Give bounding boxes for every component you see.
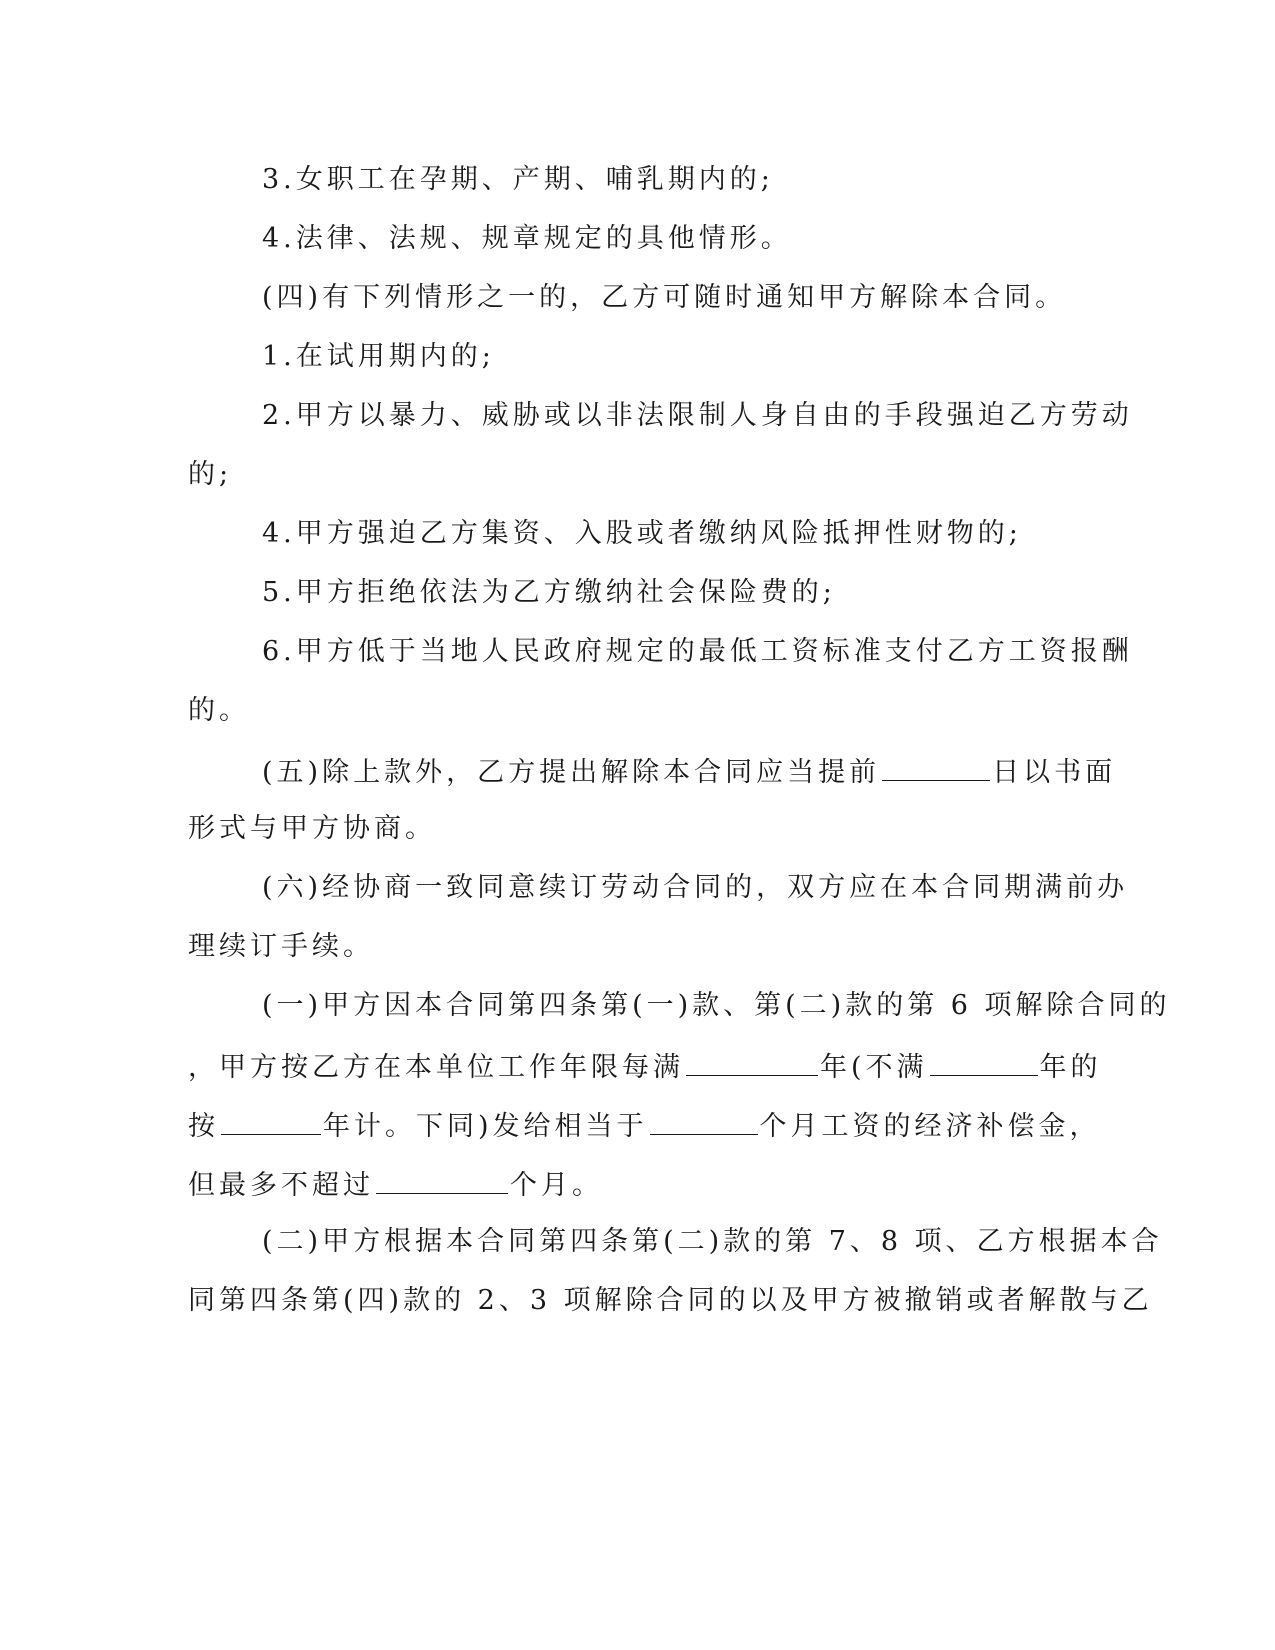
text-segment: 但最多不超过	[188, 1170, 374, 1201]
fill-in-blank[interactable]	[882, 750, 990, 781]
section-line-continued: 形式与甲方协商。	[188, 813, 436, 844]
clause-line-continued: 的。	[188, 695, 250, 726]
section-line: (二)甲方根据本合同第四条第(二)款的第 7、8 项、乙方根据本合	[262, 1226, 1163, 1257]
fill-in-blank[interactable]	[686, 1045, 818, 1076]
clause-line: 6.甲方低于当地人民政府规定的最低工资标准支付乙方工资报酬	[262, 636, 1133, 667]
text-segment: 年(不满	[820, 1052, 928, 1083]
clause-line: 5.甲方拒绝依法为乙方缴纳社会保险费的;	[262, 577, 836, 608]
text-segment: 年计。下同)发给相当于	[323, 1111, 648, 1142]
text-segment: (五)除上款外，乙方提出解除本合同应当提前	[262, 757, 881, 788]
clause-line: 4.法律、法规、规章规定的具他情形。	[262, 223, 792, 254]
text-segment: 按	[188, 1111, 219, 1142]
section-line-continued	[188, 1045, 1102, 1085]
clause-line: 3.女职工在孕期、产期、哺乳期内的;	[262, 164, 774, 195]
fill-in-blank[interactable]	[221, 1104, 321, 1135]
section-line-continued	[188, 1104, 1101, 1144]
text-segment: 个月工资的经济补偿金，	[759, 1111, 1101, 1142]
text-segment: 日以书面	[992, 757, 1117, 788]
fill-in-blank[interactable]	[376, 1163, 508, 1194]
section-line: (一)甲方因本合同第四条第(一)款、第(二)款的第 6 项解除合同的	[262, 990, 1171, 1021]
text-segment: ，甲方按乙方在本单位工作年限每满	[188, 1052, 684, 1083]
section-line: (六)经协商一致同意续订劳动合同的，双方应在本合同期满前办	[262, 872, 1129, 903]
section-line-continued: 同第四条第(四)款的 2、3 项解除合同的以及甲方被撤销或者解散与乙	[188, 1285, 1153, 1316]
fill-in-blank[interactable]	[930, 1045, 1038, 1076]
section-line	[262, 750, 1116, 790]
clause-line: 2.甲方以暴力、威胁或以非法限制人身自由的手段强迫乙方劳动	[262, 400, 1133, 431]
fill-in-blank[interactable]	[650, 1104, 758, 1135]
clause-line-continued: 的;	[188, 459, 233, 490]
section-line-continued	[188, 1163, 603, 1203]
text-segment: 个月。	[510, 1170, 603, 1201]
section-heading: (四)有下列情形之一的，乙方可随时通知甲方解除本合同。	[262, 282, 1067, 313]
clause-line: 4.甲方强迫乙方集资、入股或者缴纳风险抵押性财物的;	[262, 518, 1022, 549]
section-line-continued: 理续订手续。	[188, 931, 374, 962]
clause-line: 1.在试用期内的;	[262, 341, 495, 372]
text-segment: 年的	[1039, 1052, 1102, 1083]
